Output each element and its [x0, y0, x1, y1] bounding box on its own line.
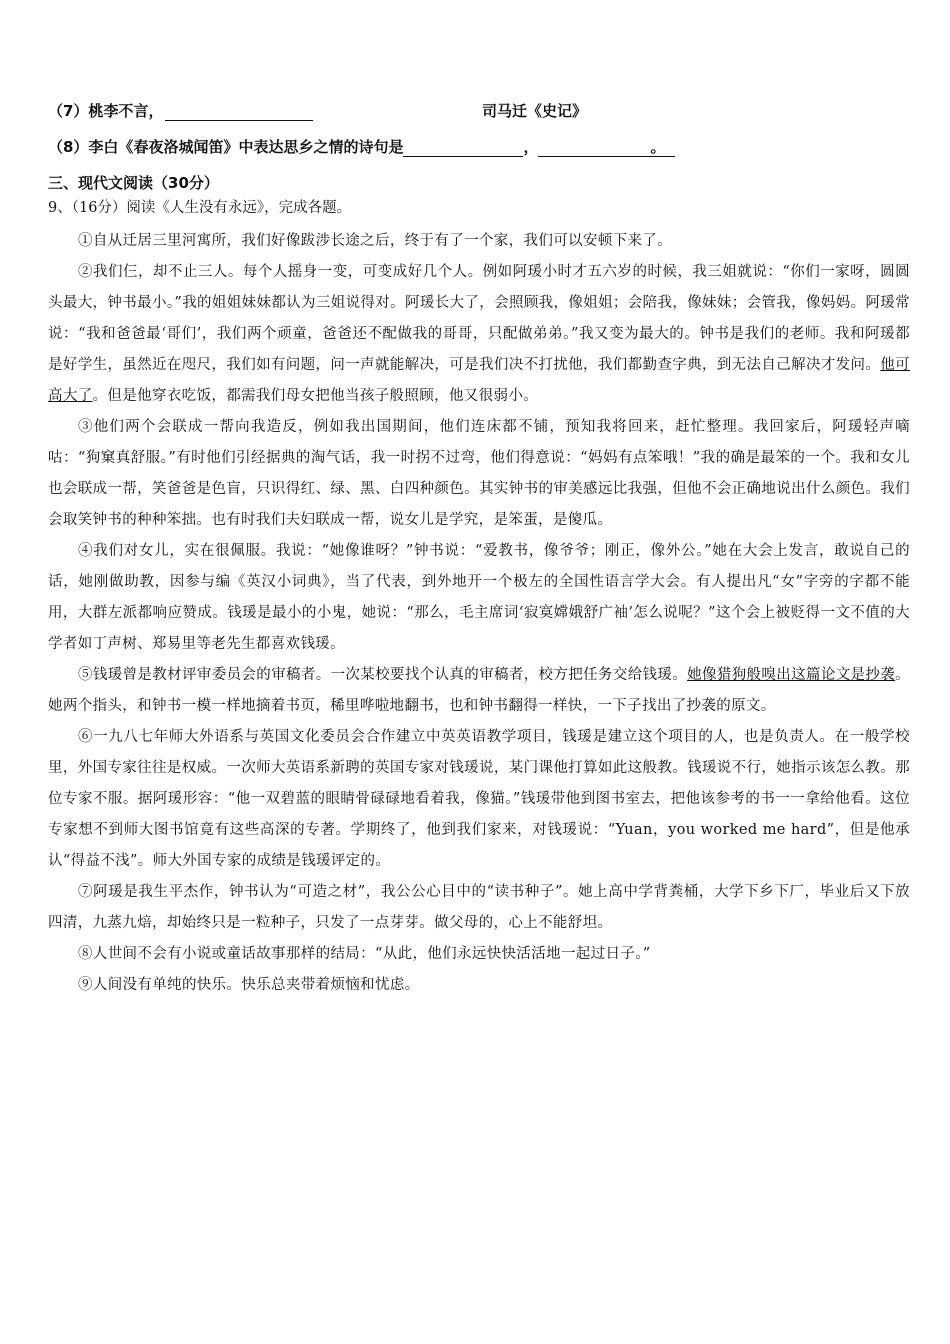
question-7 [48, 100, 313, 121]
paragraph-3: ③他们两个会联成一帮向我造反，例如我出国期间，他们连床都不铺，预知我将回来，赶忙整理。我回家后，阿瑗轻声嘀咕：“狗窠真舒服。”有时他们引经据典的淘气话，我一时拐不过弯，他们得意说：“妈妈有点笨哦！”我的确是最笨的一个。我和女儿也会联成一帮，笑爸爸是色盲，只识得红、绿、黑、白四种颜色。其实钟书的审美感远比我强，但他不会正确地说出什么颜色。我们会取笑钟书的种种笨拙。也有时我们夫妇联成一帮，说女儿是学究，是笨蛋，是傻瓜。 [48, 419, 910, 528]
paragraph-4: ④我们对女儿，实在很佩服。我说：“她像谁呀？”钟书说：“爱教书，像爷爷；刚正，像外公。”她在大会上发言，敢说自己的话，她刚做助教，因参与编《英汉小词典》，当了代表，到外地开一个极左的全国性语言学大会。有人提出凡“女”字旁的字都不能用，大群左派都响应赞成。钱瑗是最小的小鬼，她说：“那么，毛主席词‘寂寞嫦娥舒广袖’怎么说呢？”这个会上被贬得一文不值的大学者如丁声树、郑易里等老先生都喜欢钱瑗。 [48, 543, 910, 652]
paragraph-6: ⑥一九八七年师大外语系与英国文化委员会合作建立中英英语教学项目，钱瑗是建立这个项目的人，也是负责人。在一般学校里，外国专家往往是权威。一次师大英语系新聘的英国专家对钱瑗说，某门课他打算如此这般教。钱瑗说不行，她指示该怎么教。那位专家不服。据阿瑗形容：“他一双碧蓝的眼睛骨碌碌地看着我，像猫。”钱瑗带他到图书室去，把他该参考的书一一拿给他看。这位专家想不到师大图书馆竟有这些高深的专著。学期终了，他到我们家来，对钱瑗说：“Yuan，you worked me hard”，但是他承认“得益不浅”。师大外国专家的成绩是钱瑗评定的。 [48, 729, 910, 869]
underlined-sentence-1: 他可高大了 [48, 357, 910, 404]
section-title: 三、现代文阅读（30分） [48, 174, 219, 192]
question-8 [48, 136, 675, 157]
question-7-text: （7）桃李不言， [48, 102, 164, 120]
paragraph-2-tail: 。但是他穿衣吃饭，都需我们母女把他当孩子般照顾，他又很弱小。 [92, 388, 539, 404]
answer-blank-7 [165, 106, 313, 121]
paragraph-9: ⑨人间没有单纯的快乐。快乐总夹带着烦恼和忧虑。 [78, 977, 420, 993]
question-8-text: （8）李白《春夜洛城闻笛》中表达思乡之情的诗句是 [48, 138, 404, 156]
reading-passage [48, 226, 910, 1001]
question-7-source: 司马迁《史记》 [482, 102, 588, 120]
paragraph-2-text: ②我们仨，却不止三人。每个人摇身一变，可变成好几个人。例如阿瑗小时才五六岁的时候，我三姐就说：“你们一家呀，圆圆头最大，钟书最小。”我的姐姐妹妹都认为三姐说得对。阿瑗长大了，会照顾我，像姐姐；会陪我，像妹妹；会管我，像妈妈。阿瑗常说：“我和爸爸最‘哥们’，我们两个顽童，爸爸还不配做我的哥哥，只配做弟弟。”我又变为最大的。钟书是我们的老师。我和阿瑗都是好学生，虽然近在咫尺，我们如有问题，问一声就能解决，可是我们决不打扰他，我们都勤查字典，到无法自己解决才发问。 [48, 264, 910, 373]
paragraph-1: ①自从迁居三里河寓所，我们好像跋涉长途之后，终于有了一个家，我们可以安顿下来了。 [78, 233, 672, 249]
paragraph-7: ⑦阿瑗是我生平杰作，钟书认为“可造之材”，我公公心目中的“读书种子”。她上高中学背粪桶，大学下乡下厂，毕业后又下放四清，九蒸九焙，却始终只是一粒种子，只发了一点芽芽。做父母的，心上不能舒坦。 [48, 884, 910, 931]
answer-blank-8b [538, 142, 650, 157]
underlined-sentence-2: 她像猎狗般嗅出这篇论文是抄袭 [687, 667, 896, 683]
question-8-end: 。 [650, 138, 675, 157]
paragraph-8: ⑧人世间不会有小说或童话故事那样的结局：“从此，他们永远快快活活地一起过日子。” [78, 946, 651, 962]
paragraph-5-tail: 。她两个指头，和钟书一模一样地摘着书页，稀里哗啦地翻书，也和钟书翻得一样快，一下子找出了抄袭的原文。 [48, 667, 910, 714]
paragraph-5-text: ⑤钱瑗曾是教材评审委员会的审稿者。一次某校要找个认真的审稿者，校方把任务交给钱瑗。 [78, 667, 688, 683]
question-9-intro: 9、（16分）阅读《人生没有永远》，完成各题。 [48, 200, 352, 216]
paragraph-5 [48, 660, 910, 722]
paragraph-2 [48, 257, 910, 412]
question-8-separator: ， [523, 138, 539, 156]
answer-blank-8a [403, 142, 523, 157]
